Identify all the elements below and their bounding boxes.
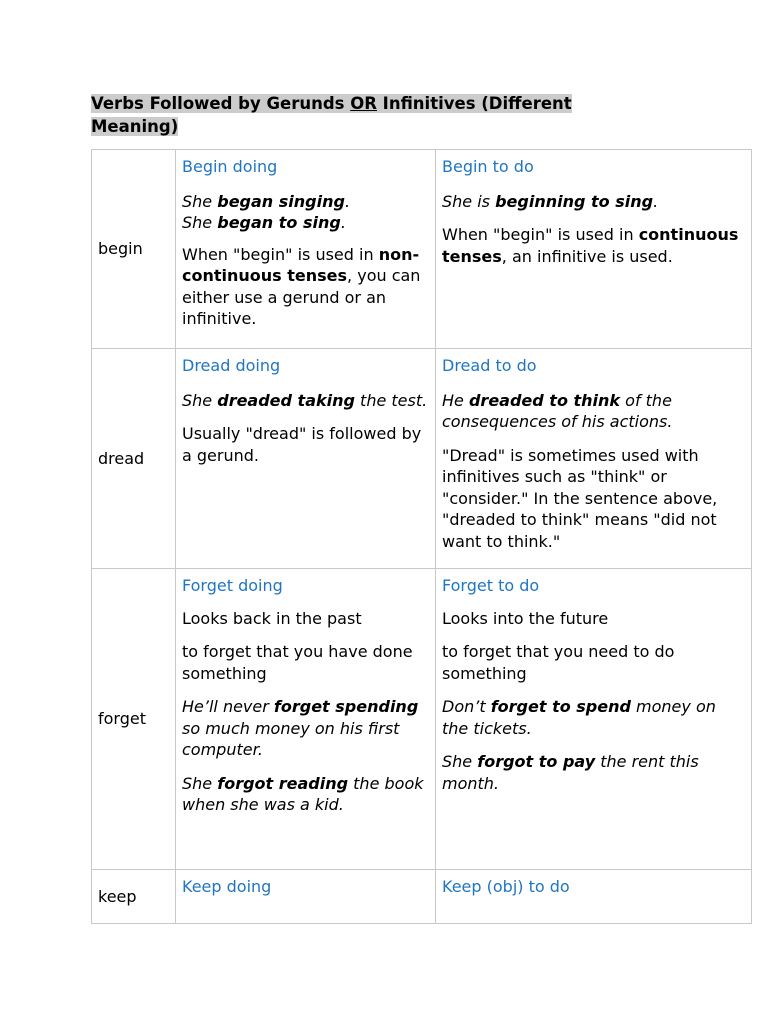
title-highlight: Verbs Followed by Gerunds OR Infinitives (Different Meaning) xyxy=(91,94,572,136)
gerund-heading: Dread doing xyxy=(182,356,281,375)
example-sentence: He dreaded to think of the consequences of his actions. xyxy=(442,390,673,431)
meaning-line: to forget that you need to do something xyxy=(442,642,675,683)
meaning-line: Looks into the future xyxy=(442,608,609,628)
usage-note: When "begin" is used in continuous tenses, an infinitive is used. xyxy=(442,225,739,266)
gerund-heading: Keep doing xyxy=(182,877,272,896)
meaning-line: to forget that you have done something xyxy=(182,642,413,683)
example-sentence: She dreaded taking the test. xyxy=(182,390,428,410)
infinitive-heading: Begin to do xyxy=(442,157,534,176)
usage-note: "Dread" is sometimes used with infinitives such as "think" or "consider." In the sentence above, "dreaded to think" means "did not want to think." xyxy=(442,445,718,551)
table-row xyxy=(92,349,752,569)
gerund-heading: Begin doing xyxy=(182,157,278,176)
infinitive-cell xyxy=(436,569,752,870)
meaning-line: Looks back in the past xyxy=(182,608,362,628)
usage-note: When "begin" is used in non-continuous tenses, you can either use a gerund or an infinitive. xyxy=(182,244,421,328)
title-or: OR xyxy=(350,94,377,113)
example-sentence: He’ll never forget spending so much money on his first computer. xyxy=(182,697,419,759)
gerund-cell xyxy=(176,870,436,924)
infinitive-heading: Forget to do xyxy=(442,576,540,595)
verb-cell: dread xyxy=(92,349,176,569)
verb-cell: keep xyxy=(92,870,176,924)
infinitive-heading: Keep (obj) to do xyxy=(442,877,570,896)
example-sentence: She forgot to pay the rent this month. xyxy=(442,752,699,793)
page-title xyxy=(91,92,651,138)
verbs-table xyxy=(91,149,752,924)
usage-note: Usually "dread" is followed by a gerund. xyxy=(182,424,422,465)
gerund-cell xyxy=(176,150,436,349)
table-row xyxy=(92,870,752,924)
gerund-cell xyxy=(176,569,436,870)
gerund-cell xyxy=(176,349,436,569)
example-sentence: She is beginning to sing. xyxy=(442,191,659,211)
infinitive-cell xyxy=(436,870,752,924)
infinitive-heading: Dread to do xyxy=(442,356,537,375)
infinitive-cell xyxy=(436,150,752,349)
example-sentence: Don’t forget to spend money on the tickets. xyxy=(442,697,716,738)
table-row xyxy=(92,569,752,870)
gerund-heading: Forget doing xyxy=(182,576,283,595)
example-sentence: She began singing. She began to sing. xyxy=(182,191,351,232)
verb-cell: forget xyxy=(92,569,176,870)
verb-cell: begin xyxy=(92,150,176,349)
infinitive-cell xyxy=(436,349,752,569)
example-sentence: She forgot reading the book when she was a kid. xyxy=(182,773,424,814)
table-row xyxy=(92,150,752,349)
